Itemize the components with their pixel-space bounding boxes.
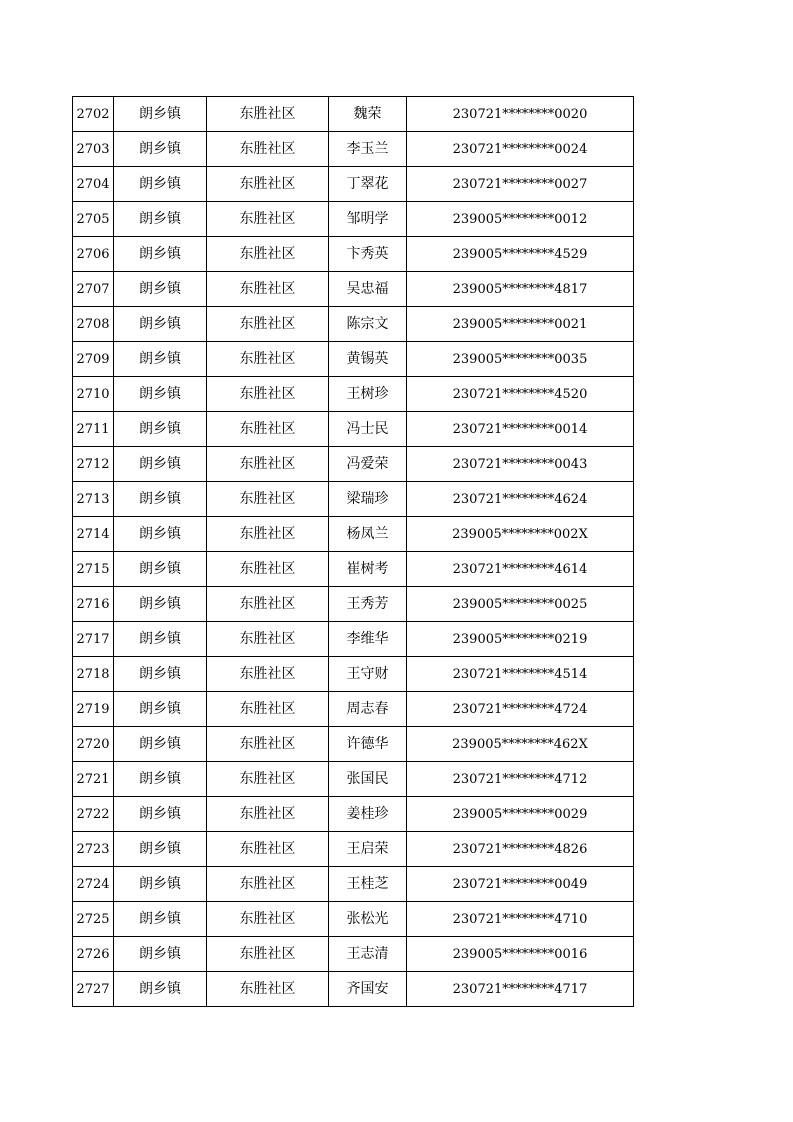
id-number-cell: 239005********0035 [407, 342, 634, 377]
town-cell: 朗乡镇 [114, 307, 207, 342]
id-number-cell: 230721********4712 [407, 762, 634, 797]
community-cell: 东胜社区 [207, 97, 329, 132]
person-name-cell: 崔树考 [329, 552, 407, 587]
table-row [73, 727, 634, 762]
town-cell: 朗乡镇 [114, 937, 207, 972]
town-cell: 朗乡镇 [114, 622, 207, 657]
row-number-cell: 2723 [73, 832, 114, 867]
id-number-cell: 230721********0043 [407, 447, 634, 482]
person-name-cell: 杨凤兰 [329, 517, 407, 552]
table-row [73, 307, 634, 342]
community-cell: 东胜社区 [207, 272, 329, 307]
person-name-cell: 冯士民 [329, 412, 407, 447]
row-number-cell: 2709 [73, 342, 114, 377]
community-cell: 东胜社区 [207, 342, 329, 377]
person-name-cell: 魏荣 [329, 97, 407, 132]
person-name-cell: 李维华 [329, 622, 407, 657]
table-row [73, 867, 634, 902]
town-cell: 朗乡镇 [114, 447, 207, 482]
person-name-cell: 陈宗文 [329, 307, 407, 342]
town-cell: 朗乡镇 [114, 482, 207, 517]
row-number-cell: 2719 [73, 692, 114, 727]
roster-table [72, 96, 634, 1007]
id-number-cell: 230721********0020 [407, 97, 634, 132]
person-name-cell: 王桂芝 [329, 867, 407, 902]
id-number-cell: 230721********0014 [407, 412, 634, 447]
row-number-cell: 2711 [73, 412, 114, 447]
town-cell: 朗乡镇 [114, 902, 207, 937]
town-cell: 朗乡镇 [114, 377, 207, 412]
person-name-cell: 齐国安 [329, 972, 407, 1007]
id-number-cell: 230721********0049 [407, 867, 634, 902]
town-cell: 朗乡镇 [114, 867, 207, 902]
table-row [73, 167, 634, 202]
row-number-cell: 2715 [73, 552, 114, 587]
id-number-cell: 239005********4529 [407, 237, 634, 272]
id-number-cell: 239005********002X [407, 517, 634, 552]
id-number-cell: 239005********0025 [407, 587, 634, 622]
row-number-cell: 2708 [73, 307, 114, 342]
community-cell: 东胜社区 [207, 692, 329, 727]
row-number-cell: 2727 [73, 972, 114, 1007]
town-cell: 朗乡镇 [114, 692, 207, 727]
person-name-cell: 姜桂珍 [329, 797, 407, 832]
town-cell: 朗乡镇 [114, 132, 207, 167]
row-number-cell: 2713 [73, 482, 114, 517]
community-cell: 东胜社区 [207, 447, 329, 482]
community-cell: 东胜社区 [207, 727, 329, 762]
row-number-cell: 2725 [73, 902, 114, 937]
community-cell: 东胜社区 [207, 377, 329, 412]
community-cell: 东胜社区 [207, 587, 329, 622]
id-number-cell: 230721********0024 [407, 132, 634, 167]
id-number-cell: 230721********4624 [407, 482, 634, 517]
community-cell: 东胜社区 [207, 797, 329, 832]
table-row [73, 832, 634, 867]
community-cell: 东胜社区 [207, 867, 329, 902]
town-cell: 朗乡镇 [114, 552, 207, 587]
row-number-cell: 2717 [73, 622, 114, 657]
town-cell: 朗乡镇 [114, 517, 207, 552]
row-number-cell: 2720 [73, 727, 114, 762]
community-cell: 东胜社区 [207, 937, 329, 972]
person-name-cell: 王秀芳 [329, 587, 407, 622]
community-cell: 东胜社区 [207, 762, 329, 797]
community-cell: 东胜社区 [207, 832, 329, 867]
person-name-cell: 王守财 [329, 657, 407, 692]
row-number-cell: 2703 [73, 132, 114, 167]
row-number-cell: 2706 [73, 237, 114, 272]
community-cell: 东胜社区 [207, 482, 329, 517]
table-row [73, 937, 634, 972]
row-number-cell: 2705 [73, 202, 114, 237]
id-number-cell: 230721********4614 [407, 552, 634, 587]
table-row [73, 97, 634, 132]
community-cell: 东胜社区 [207, 657, 329, 692]
id-number-cell: 230721********4710 [407, 902, 634, 937]
row-number-cell: 2712 [73, 447, 114, 482]
town-cell: 朗乡镇 [114, 202, 207, 237]
id-number-cell: 239005********4817 [407, 272, 634, 307]
town-cell: 朗乡镇 [114, 972, 207, 1007]
row-number-cell: 2714 [73, 517, 114, 552]
person-name-cell: 李玉兰 [329, 132, 407, 167]
table-row [73, 237, 634, 272]
row-number-cell: 2724 [73, 867, 114, 902]
town-cell: 朗乡镇 [114, 237, 207, 272]
row-number-cell: 2716 [73, 587, 114, 622]
id-number-cell: 239005********0016 [407, 937, 634, 972]
person-name-cell: 张松光 [329, 902, 407, 937]
community-cell: 东胜社区 [207, 517, 329, 552]
person-name-cell: 吴忠福 [329, 272, 407, 307]
row-number-cell: 2722 [73, 797, 114, 832]
id-number-cell: 230721********4717 [407, 972, 634, 1007]
id-number-cell: 230721********4514 [407, 657, 634, 692]
person-name-cell: 梁瑞珍 [329, 482, 407, 517]
table-row [73, 657, 634, 692]
id-number-cell: 239005********462X [407, 727, 634, 762]
row-number-cell: 2704 [73, 167, 114, 202]
person-name-cell: 王志清 [329, 937, 407, 972]
table-row [73, 622, 634, 657]
id-number-cell: 239005********0029 [407, 797, 634, 832]
row-number-cell: 2707 [73, 272, 114, 307]
town-cell: 朗乡镇 [114, 342, 207, 377]
id-number-cell: 239005********0021 [407, 307, 634, 342]
table-row [73, 692, 634, 727]
community-cell: 东胜社区 [207, 307, 329, 342]
town-cell: 朗乡镇 [114, 272, 207, 307]
table-row [73, 762, 634, 797]
person-name-cell: 王树珍 [329, 377, 407, 412]
community-cell: 东胜社区 [207, 202, 329, 237]
table-row [73, 377, 634, 412]
community-cell: 东胜社区 [207, 552, 329, 587]
id-number-cell: 239005********0219 [407, 622, 634, 657]
id-number-cell: 230721********4520 [407, 377, 634, 412]
row-number-cell: 2718 [73, 657, 114, 692]
town-cell: 朗乡镇 [114, 167, 207, 202]
town-cell: 朗乡镇 [114, 727, 207, 762]
table-row [73, 447, 634, 482]
id-number-cell: 230721********4826 [407, 832, 634, 867]
person-name-cell: 周志春 [329, 692, 407, 727]
community-cell: 东胜社区 [207, 972, 329, 1007]
community-cell: 东胜社区 [207, 902, 329, 937]
table-row [73, 482, 634, 517]
roster-table-body [73, 97, 634, 1007]
town-cell: 朗乡镇 [114, 412, 207, 447]
row-number-cell: 2726 [73, 937, 114, 972]
person-name-cell: 卞秀英 [329, 237, 407, 272]
row-number-cell: 2710 [73, 377, 114, 412]
row-number-cell: 2702 [73, 97, 114, 132]
table-row [73, 412, 634, 447]
id-number-cell: 230721********4724 [407, 692, 634, 727]
town-cell: 朗乡镇 [114, 832, 207, 867]
table-row [73, 587, 634, 622]
person-name-cell: 黄锡英 [329, 342, 407, 377]
person-name-cell: 冯爱荣 [329, 447, 407, 482]
person-name-cell: 邹明学 [329, 202, 407, 237]
table-row [73, 517, 634, 552]
community-cell: 东胜社区 [207, 237, 329, 272]
town-cell: 朗乡镇 [114, 587, 207, 622]
person-name-cell: 张国民 [329, 762, 407, 797]
person-name-cell: 王启荣 [329, 832, 407, 867]
table-row [73, 797, 634, 832]
community-cell: 东胜社区 [207, 167, 329, 202]
person-name-cell: 丁翠花 [329, 167, 407, 202]
town-cell: 朗乡镇 [114, 657, 207, 692]
id-number-cell: 230721********0027 [407, 167, 634, 202]
table-row [73, 342, 634, 377]
community-cell: 东胜社区 [207, 132, 329, 167]
table-row [73, 902, 634, 937]
community-cell: 东胜社区 [207, 412, 329, 447]
row-number-cell: 2721 [73, 762, 114, 797]
table-row [73, 132, 634, 167]
community-cell: 东胜社区 [207, 622, 329, 657]
table-row [73, 202, 634, 237]
table-row [73, 552, 634, 587]
town-cell: 朗乡镇 [114, 762, 207, 797]
town-cell: 朗乡镇 [114, 97, 207, 132]
town-cell: 朗乡镇 [114, 797, 207, 832]
table-row [73, 272, 634, 307]
id-number-cell: 239005********0012 [407, 202, 634, 237]
person-name-cell: 许德华 [329, 727, 407, 762]
table-row [73, 972, 634, 1007]
